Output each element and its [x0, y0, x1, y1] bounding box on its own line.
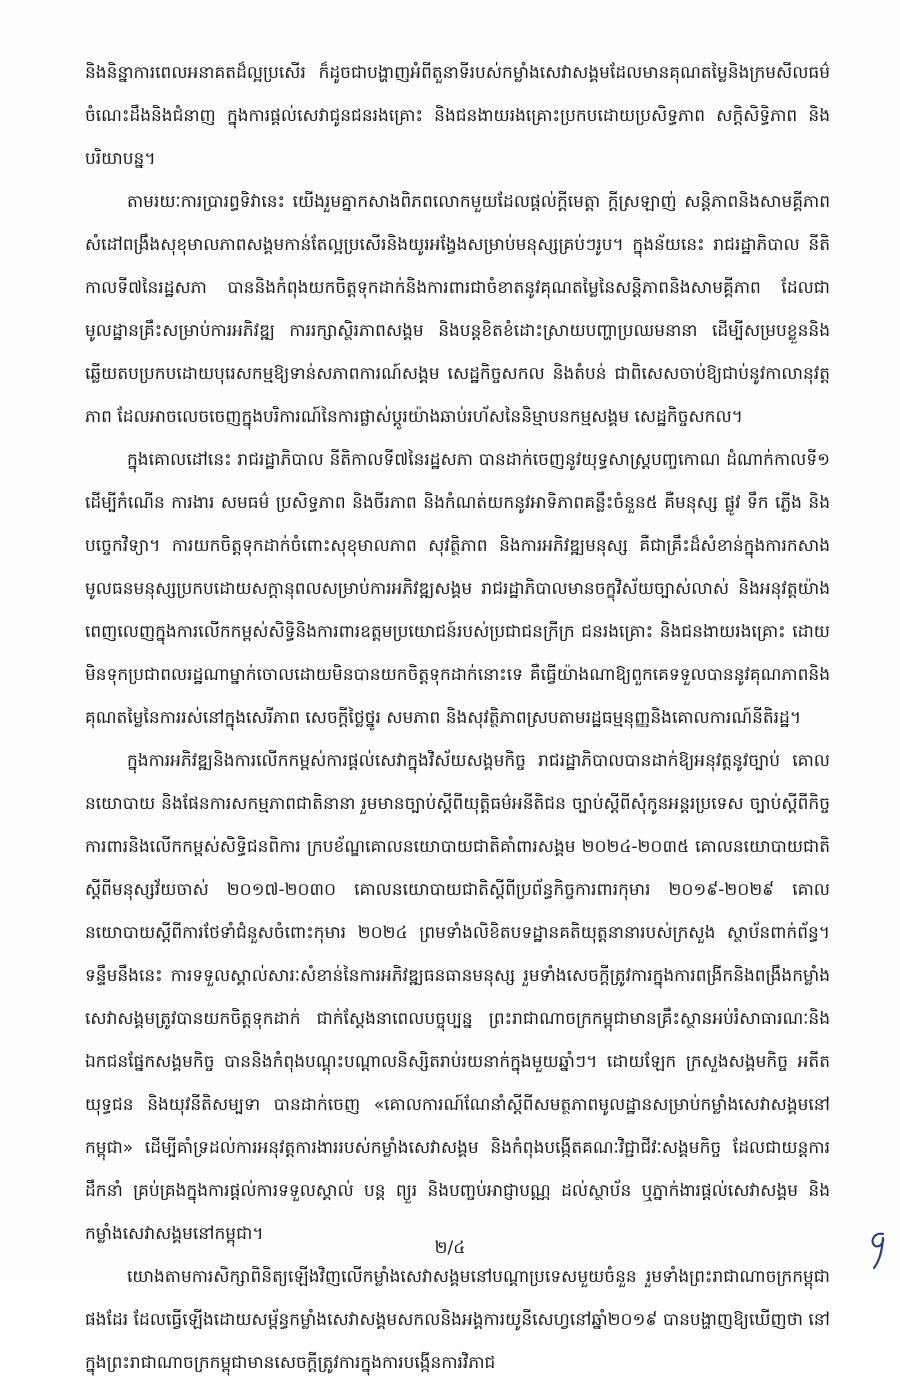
- paragraph-4: ក្នុងការអភិវឌ្ឍនិងការលើកកម្ពស់ការផ្ដល់សេវាក្នុងវិស័យសង្គមកិច្ច រាជរដ្ឋាភិបាលបានដាក់ឱ្យអនុវត្តនូវច្បាប់ គោលនយោបាយ និងផែនការសកម្មភាពជាតិនានា រួមមានច្បាប់ស្ដីពីយុត្តិធម៌អនីតិជន ច្បាប់ស្តីពីសុំកូនអន្តរប្រទេស ច្បាប់ស្ដីពីកិច្ចការពារនិងលើកកម្ពស់សិទ្ធិជនពិការ ក្របខ័ណ្ឌគោលនយោបាយជាតិគាំពារសង្គម ២០២៤-២០៣៥ គោលនយោបាយជាតិស្តីពីមនុស្សវ័យចាស់ ២០១៧-២០៣០ គោលនយោបាយជាតិស្ដីពីប្រព័ន្ធកិច្ចការពារកុមារ ២០១៩-២០២៩ គោលនយោបាយស្ដីពីការថែទាំជំនួសចំពោះកុមារ ២០២៤ ព្រមទាំងលិខិតបទដ្ឋានគតិយុត្តនានារបស់ក្រសួង ស្ថាប័នពាក់ព័ន្ធ។ ទន្ទឹមនឹងនេះ ការទទួលស្គាល់សារៈសំខាន់នៃការអភិវឌ្ឍធនធានមនុស្ស រួមទាំងសេចក្តីត្រូវការក្នុងការពង្រីកនិងពង្រឹងកម្លាំងសេវាសង្គមត្រូវបានយកចិត្តទុកដាក់ ជាក់ស្ដែងនាពេលបច្ចុប្បន្ន ព្រះរាជាណាចក្រកម្ពុជាមានគ្រឹះស្ថានអប់រំសាធារណៈនិងឯកជនផ្នែកសង្គមកិច្ច បាននិងកំពុងបណ្ដុះបណ្ដាលនិស្សិតរាប់រយនាក់ក្នុងមួយឆ្នាំៗ។ ដោយឡែក ក្រសួងសង្គមកិច្ច អតីតយុទ្ធជន និងយុវនីតិសម្បទា បានដាក់ចេញ «គោលការណ៍ណែនាំស្ដីពីសមត្ថភាពមូលដ្ឋានសម្រាប់កម្លាំងសេវាសង្គមនៅកម្ពុជា» ដើម្បីគាំទ្រដល់ការអនុវត្តការងាររបស់កម្លាំងសេវាសង្គម និងកំពុងបង្កើតគណៈវិជ្ជាជីវៈសង្គមកិច្ច ដែលជាយន្តការដឹកនាំ គ្រប់គ្រងក្នុងការផ្ដល់ការទទួលស្គាល់ បន្ត ព្យួរ និងបញ្ចប់អាជ្ញាបណ្ណ ដល់ស្ថាប័ន ឬភ្នាក់ងារផ្ដល់សេវាសង្គម និងកម្លាំងសេវាសង្គមនៅកម្ពុជា។: [85, 751, 830, 1244]
- document-body: [85, 52, 830, 1373]
- paragraph-5: យោងតាមការសិក្សាពិនិត្យឡើងវិញលើកម្លាំងសេវាសង្គមនៅបណ្ដាប្រទេសមួយចំនួន រួមទាំងព្រះរាជាណាចក្រកម្ពុជាផងដែរ ដែលធ្វើឡើងដោយសម្ព័ន្ធកម្លាំងសេវាសង្គមសកលនិងអង្គការយូនីសេហ្វនៅឆ្នាំ២០១៩ បានបង្ហាញឱ្យឃើញថា នៅក្នុងព្រះរាជាណាចក្រកម្ពុជាមានសេចក្ដីត្រូវការក្នុងការបង្កើនការវិភាជ: [85, 1267, 830, 1373]
- handwritten-initial-icon: [866, 1228, 890, 1272]
- paragraph-3: ក្នុងគោលដៅនេះ រាជរដ្ឋាភិបាល នីតិកាលទី៧នៃរដ្ឋសភា បានដាក់ចេញនូវយុទ្ធសាស្ត្របញ្ចកោណ ដំណាក់កាលទី១ ដើម្បីកំណើន ការងារ សមធម៌ ប្រសិទ្ធភាព និងចីរភាព និងកំណត់យកនូវអាទិភាពគន្លឹះចំនួន៥ គឺមនុស្ស ផ្លូវ ទឹក ភ្លើង និងបច្ចេកវិទ្យា។ ការយកចិត្តទុកដាក់ចំពោះសុខុមាលភាព សុវត្ថិភាព និងការអភិវឌ្ឍមនុស្ស គឺជាគ្រឹះដ៏សំខាន់ក្នុងការកសាងមូលធនមនុស្សប្រកបដោយសក្តានុពលសម្រាប់ការអភិវឌ្ឍសង្គម រាជរដ្ឋាភិបាលមានចក្ខុវិស័យច្បាស់លាស់ និងអនុវត្តយ៉ាងពេញលេញក្នុងការលើកកម្ពស់សិទ្ធិនិងការពារឧត្តមប្រយោជន៍របស់ប្រជាជនក្រីក្រ ជនរងគ្រោះ និងជនងាយរងគ្រោះ ដោយមិនទុកប្រជាពលរដ្ឋណាម្នាក់ចោលដោយមិនបានយកចិត្តទុកដាក់នោះទេ គឺធ្វើយ៉ាងណាឱ្យពួកគេទទួលបាននូវគុណភាពនិងគុណតម្លៃនៃការរស់នៅក្នុងសេរីភាព សេចក្ដីថ្លៃថ្នូរ សមភាព និងសុវត្ថិភាពស្របតាមរដ្ឋធម្មនុញ្ញនិងគោលការណ៍នីតិរដ្ឋ។: [85, 450, 830, 728]
- paragraph-2: តាមរយៈការប្រារព្ធទិវានេះ យើងរួមគ្នាកសាងពិភពលោកមួយដែលផ្ដល់ក្ដីមេត្តា ក្ដីស្រឡាញ់ សន្តិភាពនិងសាមគ្គីភាព សំដៅពង្រឹងសុខុមាលភាពសង្គមកាន់តែល្អប្រសើរនិងយូរអង្វែងសម្រាប់មនុស្សគ្រប់ៗរូប។ ក្នុងន័យនេះ រាជរដ្ឋាភិបាល នីតិកាលទី៧នៃរដ្ឋសភា បាននិងកំពុងយកចិត្តទុកដាក់និងការពារជាចំខាតនូវគុណតម្លៃនៃសន្តិភាពនិងសាមគ្គីភាព ដែលជាមូលដ្ឋានគ្រឹះសម្រាប់ការអភិវឌ្ឍ ការរក្សាស្ថិរភាពសង្គម និងបន្តខិតខំដោះស្រាយបញ្ហាប្រឈមនានា ដើម្បីសម្របខ្លួននិងឆ្លើយតបប្រកបដោយបុរេសកម្មឱ្យទាន់សភាពការណ៍សង្គម សេដ្ឋកិច្ចសកល និងតំបន់ ជាពិសេសចាប់ឱ្យជាប់នូវកាលានុវត្តភាព ដែលអាចលេចចេញក្នុងបរិការណ៍នៃការផ្លាស់ប្តូរយ៉ាងឆាប់រហ័សនៃនិម្មាបនកម្មសង្គម សេដ្ឋកិច្ចសកល។: [85, 192, 830, 427]
- paragraph-1: និងនិន្នាការពេលអនាគតដ៏ល្អប្រសើរ ក៏ដូចជាបង្ហាញអំពីតួនាទីរបស់កម្លាំងសេវាសង្គមដែលមានគុណតម្លៃនិងក្រមសីលធម៌ ចំណេះដឹងនិងជំនាញ ក្នុងការផ្ដល់សេវាជូនជនរងគ្រោះ និងជនងាយរងគ្រោះប្រកបដោយប្រសិទ្ធភាព សក្តិសិទ្ធិភាព និងបរិយាបន្ន។: [85, 63, 830, 169]
- page-number: ២/៤: [434, 1238, 466, 1258]
